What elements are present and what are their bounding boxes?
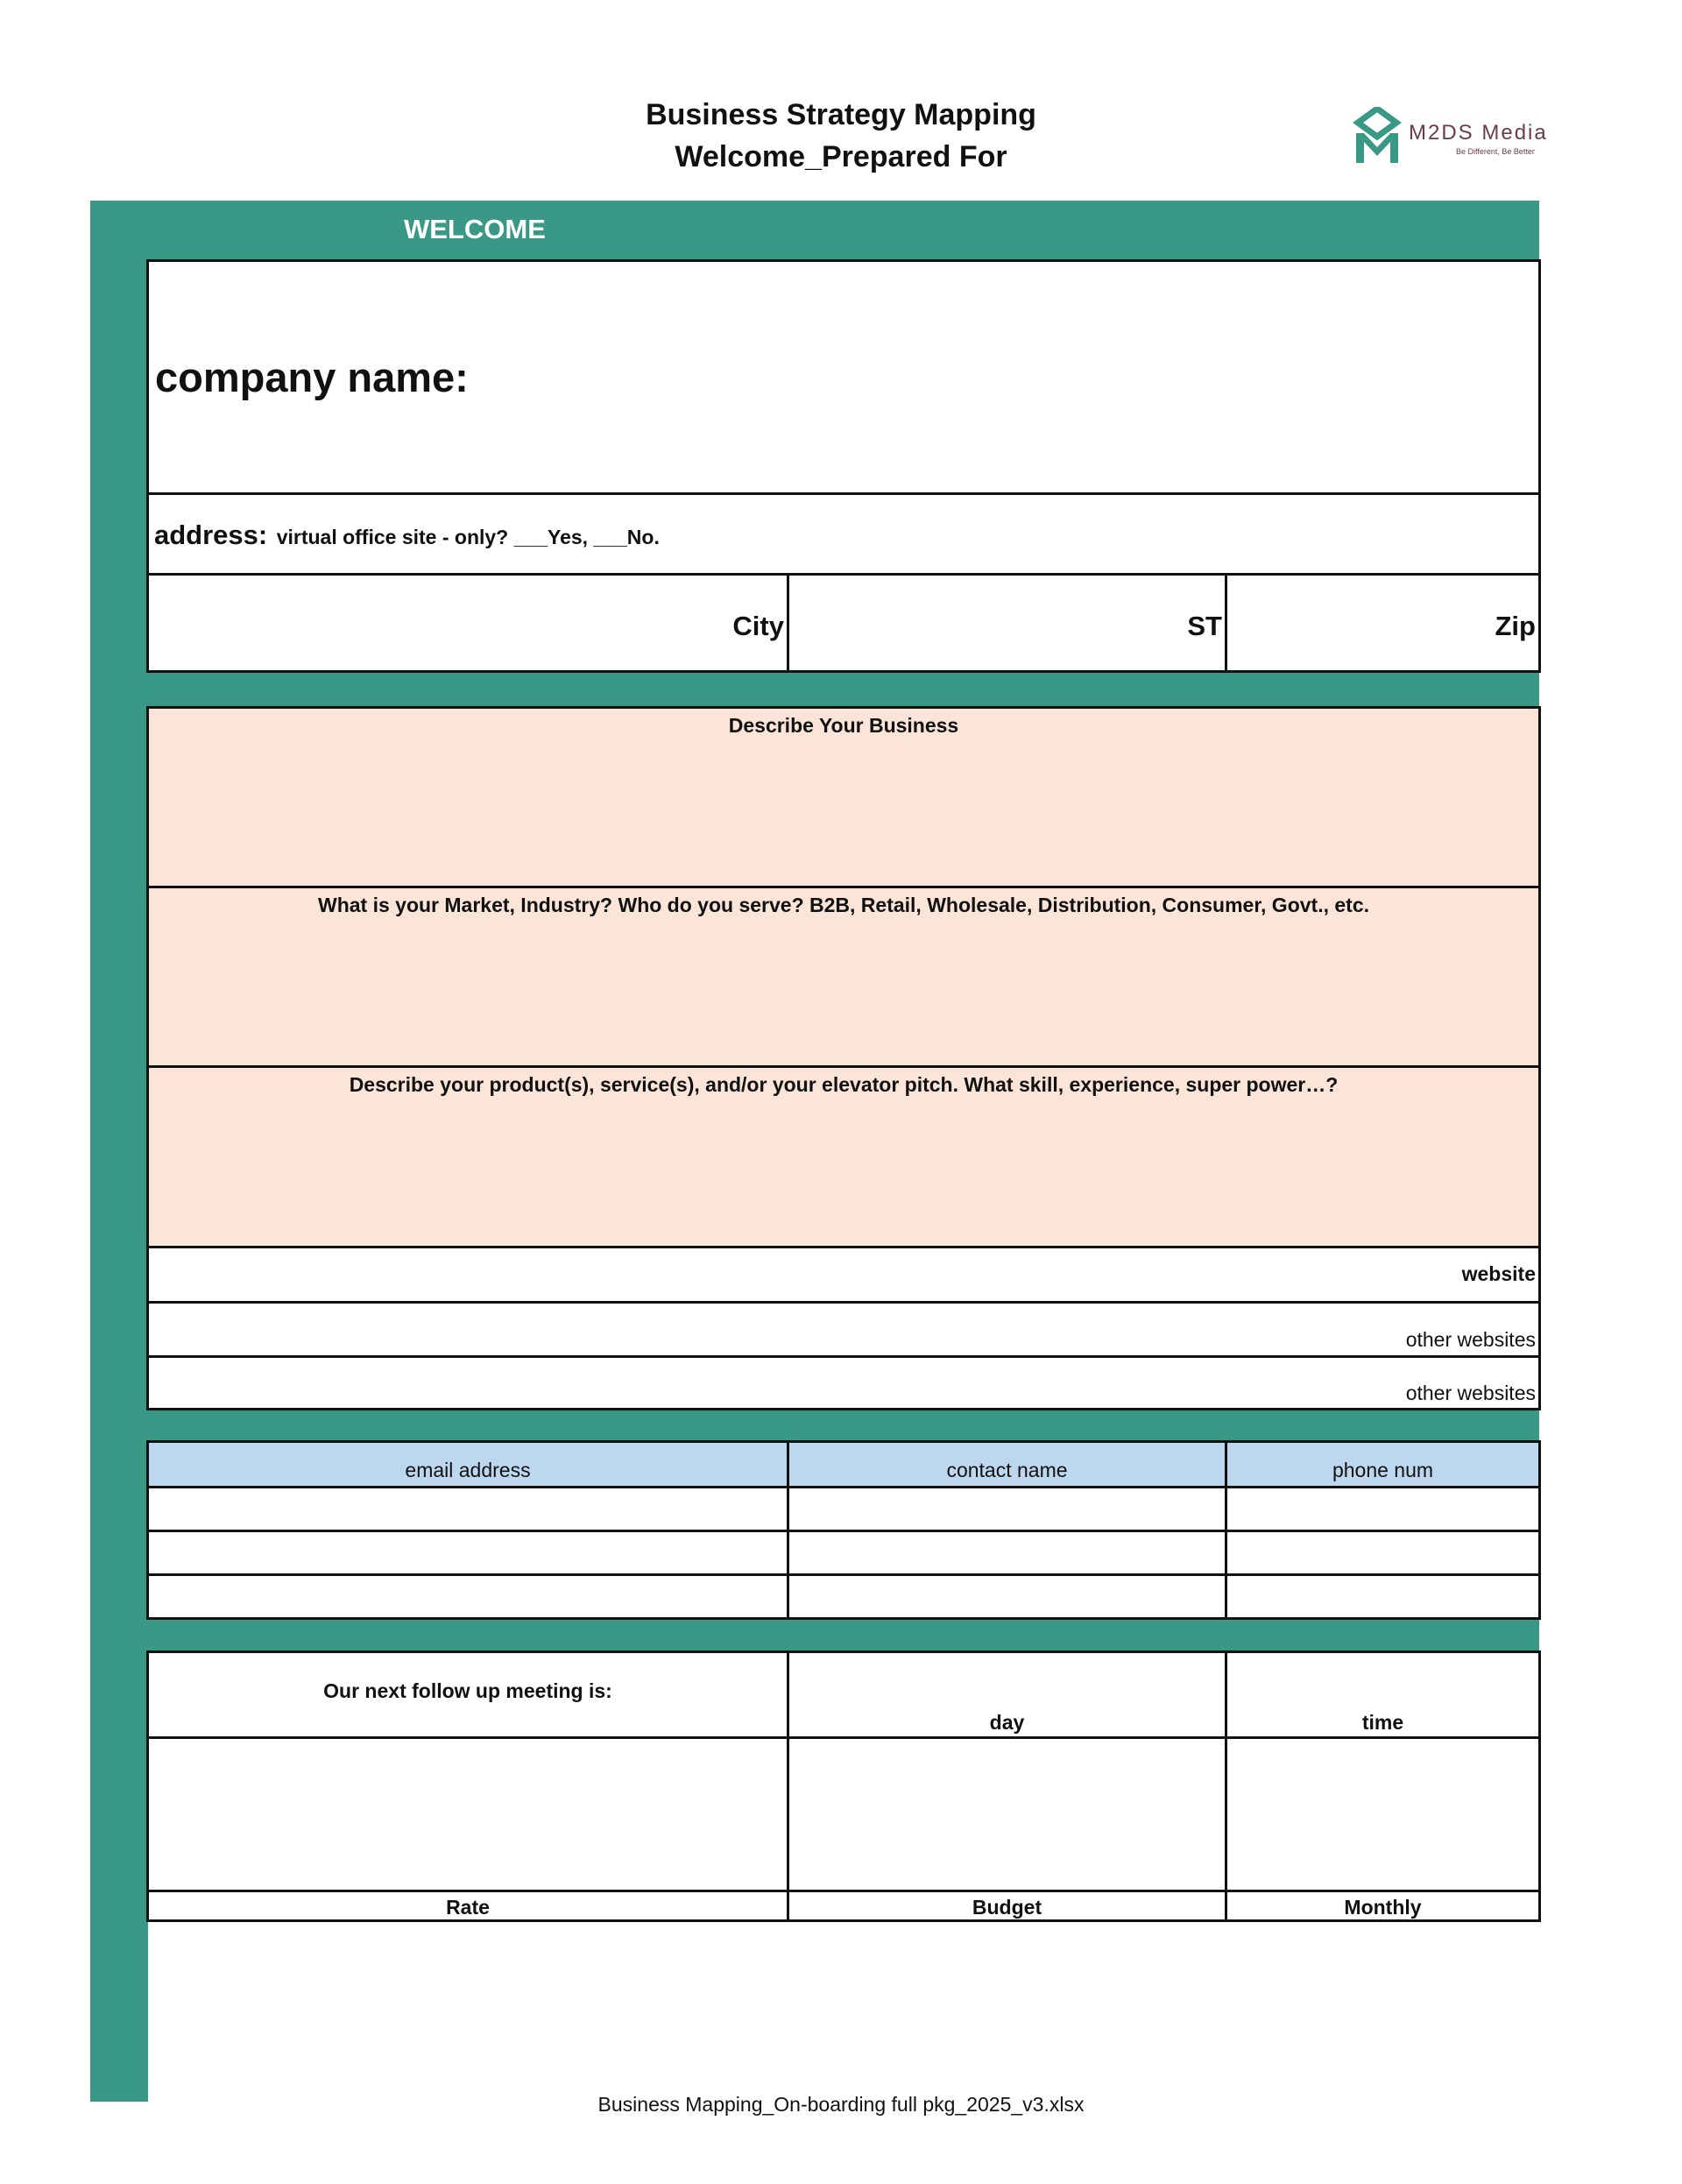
followup-label: Our next follow up meeting is: xyxy=(323,1679,612,1702)
email-header-label: email address xyxy=(405,1459,531,1481)
page-title: Business Strategy Mapping xyxy=(646,98,1036,131)
market-industry-field[interactable] xyxy=(146,886,1541,1068)
phone-header-label: phone num xyxy=(1332,1459,1434,1481)
monthly-label-cell xyxy=(1225,1890,1541,1922)
zip-label: Zip xyxy=(1495,611,1536,641)
address-label: address: xyxy=(154,519,268,550)
budget-input-cell[interactable] xyxy=(787,1736,1227,1892)
email-cell-row-2[interactable] xyxy=(146,1530,789,1576)
contact-name-cell-row-3[interactable] xyxy=(787,1573,1227,1620)
other-websites-label-1: other websites xyxy=(1405,1328,1536,1351)
phone-cell-row-3[interactable] xyxy=(1225,1573,1541,1620)
phone-header xyxy=(1225,1440,1541,1488)
welcome-banner xyxy=(90,201,1539,259)
rate-label-cell xyxy=(146,1890,789,1922)
website-field[interactable] xyxy=(146,1246,1541,1304)
monthly-input-cell[interactable] xyxy=(1225,1736,1541,1892)
market-industry-question: What is your Market, Industry? Who do you serve? B2B, Retail, Wholesale, Distribution, Consumer, Govt., etc. xyxy=(317,894,1370,916)
page-subtitle: Welcome_Prepared For xyxy=(675,140,1007,173)
rate-input-cell[interactable] xyxy=(146,1736,789,1892)
followup-label-cell xyxy=(146,1650,789,1739)
describe-business-label: Describe Your Business xyxy=(728,714,959,737)
contact-name-header xyxy=(787,1440,1227,1488)
website-label: website xyxy=(1461,1262,1536,1285)
followup-time-cell[interactable] xyxy=(1225,1650,1541,1739)
product-pitch-field[interactable] xyxy=(146,1065,1541,1248)
budget-label: Budget xyxy=(972,1896,1042,1919)
section-title: WELCOME xyxy=(404,214,546,244)
phone-cell-row-2[interactable] xyxy=(1225,1530,1541,1576)
logo-mark-icon xyxy=(1353,107,1402,165)
other-websites-label-2: other websites xyxy=(1405,1382,1536,1404)
company-name-field[interactable] xyxy=(146,259,1541,495)
followup-day-cell[interactable] xyxy=(787,1650,1227,1739)
rate-label: Rate xyxy=(446,1896,490,1919)
state-field[interactable] xyxy=(787,573,1227,673)
monthly-label: Monthly xyxy=(1344,1896,1422,1919)
contact-name-cell-row-1[interactable] xyxy=(787,1486,1227,1532)
product-pitch-question: Describe your product(s), service(s), and/or your elevator pitch. What skill, experience, super power…? xyxy=(349,1073,1339,1096)
email-cell-row-1[interactable] xyxy=(146,1486,789,1532)
day-label: day xyxy=(989,1711,1025,1734)
address-field[interactable] xyxy=(146,492,1541,576)
city-field[interactable] xyxy=(146,573,789,673)
time-label: time xyxy=(1361,1711,1404,1734)
email-header xyxy=(146,1440,789,1488)
virtual-office-question: virtual office site - only? ___Yes, ___No. xyxy=(276,526,660,548)
company-name-label: company name: xyxy=(155,354,469,400)
budget-label-cell xyxy=(787,1890,1227,1922)
state-label: ST xyxy=(1187,611,1222,641)
city-label: City xyxy=(732,611,784,641)
contact-name-cell-row-2[interactable] xyxy=(787,1530,1227,1576)
contact-name-header-label: contact name xyxy=(946,1459,1068,1481)
company-logo xyxy=(1353,107,1580,168)
logo-tagline: Be Different, Be Better xyxy=(1456,147,1535,156)
describe-business-field[interactable] xyxy=(146,706,1541,888)
footer-filename: Business Mapping_On-boarding full pkg_2025_v3.xlsx xyxy=(597,2093,1085,2116)
other-website-field-1[interactable] xyxy=(146,1301,1541,1358)
logo-text: M2DS Media xyxy=(1409,121,1548,145)
zip-field[interactable] xyxy=(1225,573,1541,673)
email-cell-row-3[interactable] xyxy=(146,1573,789,1620)
other-website-field-2[interactable] xyxy=(146,1355,1541,1410)
phone-cell-row-1[interactable] xyxy=(1225,1486,1541,1532)
